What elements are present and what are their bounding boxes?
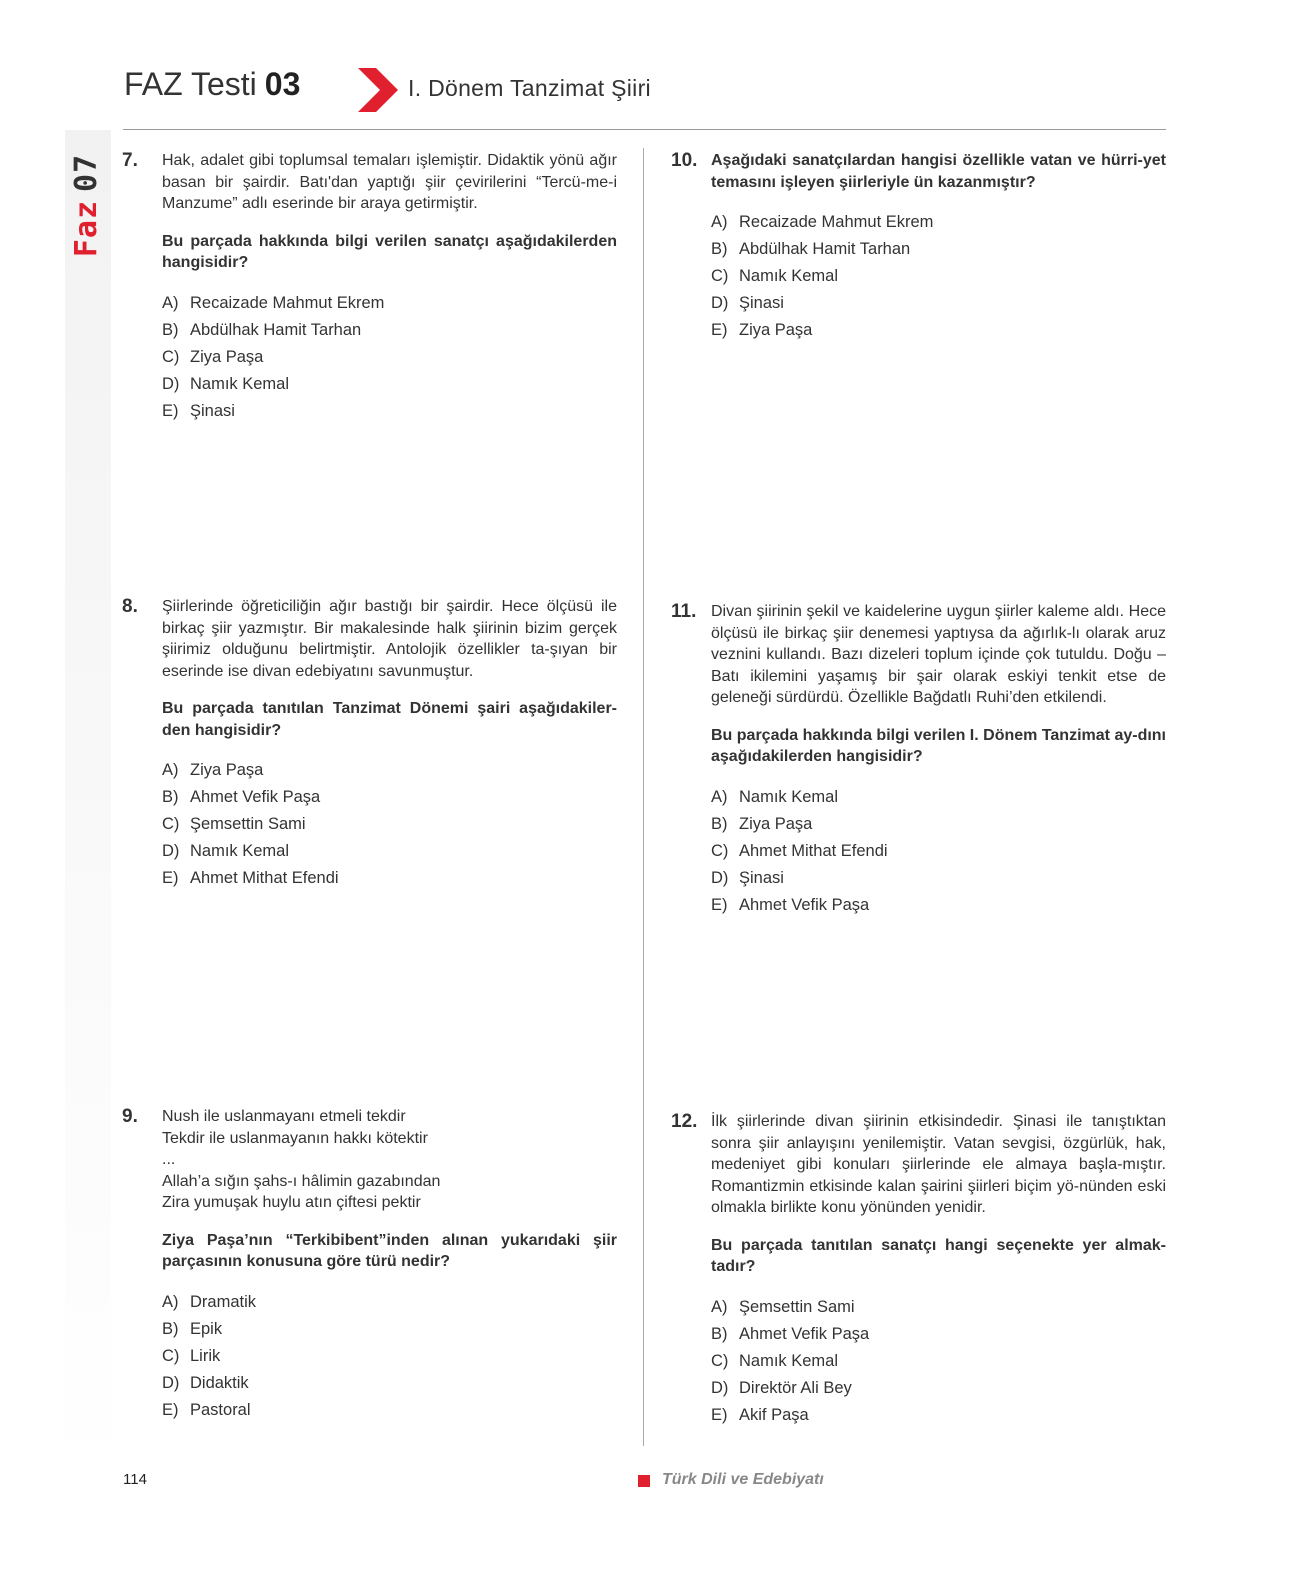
unit-tag-label: Faz [69,199,105,257]
poem-line: Nush ile uslanmayanı etmeli tekdir [162,1108,406,1125]
question-number: 8. [122,596,138,617]
question-prompt: Bu parçada tanıtılan Tanzimat Dönemi şairi aşağıdakiler-den hangisidir? [162,700,617,739]
question-stem: Hak, adalet gibi toplumsal temaları işlemiştir. Didaktik yönü ağır basan bir şairdir. Batı'dan yaptığı şiir çevirilerini “Tercü-me-i Manzume” adlı eserinde bir araya getirmiştir. [162,152,617,212]
answer-option-e[interactable]: E) Akif Paşa [711,1405,809,1424]
column-divider [643,148,644,1446]
answer-option-b[interactable]: B) Epik [162,1319,223,1338]
unit-tag [67,150,107,260]
question-stem: Şiirlerinde öğreticiliğin ağır bastığı bir şairdir. Hece ölçüsü ile birkaç şiir yazmıştır. Bir makalesinde halk şiirinin bizim gerçek şiirimiz olduğunu belirtmiştir. Antolojik özellikler ta-şıyan bir eserinde ise divan edebiyatını savunmuştur. [162,598,617,680]
answer-option-b[interactable]: B) Ahmet Vefik Paşa [711,1324,870,1343]
answer-option-c[interactable]: C) Ahmet Mithat Efendi [711,841,888,860]
answer-option-d[interactable]: D) Direktör Ali Bey [711,1378,852,1397]
answer-option-a[interactable]: A) Dramatik [162,1292,257,1311]
poem-excerpt [162,1106,617,1214]
answer-option-d[interactable]: D) Şinasi [711,294,784,312]
question-8 [122,596,617,892]
answer-option-a[interactable]: A) Ziya Paşa [162,761,264,779]
answer-option-b[interactable]: B) Ziya Paşa [711,814,813,833]
answer-options [711,784,1166,919]
answer-options [162,1289,617,1424]
question-number: 11. [671,601,697,622]
question-prompt: Bu parçada tanıtılan sanatçı hangi seçenekte yer almak-tadır? [711,1236,1166,1275]
question-number: 12. [671,1111,698,1132]
test-title [124,66,300,103]
test-title-text: FAZ Testi [124,66,257,102]
poem-line: Allah’a sığın şahs-ı hâlimin gazabından [162,1172,441,1190]
poem-line: Zira yumuşak huylu atın çiftesi pektir [162,1194,421,1211]
question-number: 7. [122,150,138,171]
answer-option-c[interactable]: C) Namık Kemal [711,267,839,285]
answer-option-b[interactable]: B) Abdülhak Hamit Tarhan [162,320,362,339]
book-title: Türk Dili ve Edebiyatı [662,1471,824,1488]
page-number: 114 [123,1471,147,1488]
answer-option-b[interactable]: B) Ahmet Vefik Paşa [162,788,321,806]
answer-option-e[interactable]: E) Pastoral [162,1400,251,1419]
answer-options [711,1294,1166,1429]
question-7 [122,150,617,425]
answer-options [162,757,617,892]
question-prompt: Ziya Paşa’nın “Terkibibent”inden alınan yukarıdaki şiir parçasının konusuna göre türü nedir? [162,1231,617,1270]
test-number: 03 [264,66,301,102]
chevron-right-icon [358,68,400,112]
question-prompt: Bu parçada hakkında bilgi verilen I. Dönem Tanzimat ay-dını aşağıdakilerden hangisidir? [711,726,1166,765]
header-divider [123,129,1166,130]
answer-option-e[interactable]: E) Ahmet Mithat Efendi [162,869,339,887]
question-9 [122,1106,617,1424]
answer-option-b[interactable]: B) Abdülhak Hamit Tarhan [711,240,911,258]
answer-option-c[interactable]: C) Lirik [162,1346,221,1365]
answer-option-a[interactable]: A) Şemsettin Sami [711,1297,855,1316]
answer-option-a[interactable]: A) Recaizade Mahmut Ekrem [711,213,934,231]
answer-option-e[interactable]: E) Ahmet Vefik Paşa [711,895,870,914]
poem-line: ... [162,1151,176,1168]
square-icon [638,1475,650,1487]
side-strip [65,130,111,1485]
poem-line: Tekdir ile uslanmayanın hakkı kötektir [162,1129,428,1147]
answer-option-d[interactable]: D) Namık Kemal [162,374,290,393]
answer-option-e[interactable]: E) Şinasi [162,401,235,420]
question-stem: İlk şiirlerinde divan şiirinin etkisindedir. Şinasi ile tanıştıktan sonra şiir anlayışını yenilemiştir. Vatan sevgisi, özgürlük, hak, medeniyet gibi konuları şiirlerinde ele almaya başla-mıştır. Romantizmin etkisinde kalan şairini şiirleri biçim yö-nünden eski olmakla birlikte konu yönünden yenidir. [711,1113,1166,1216]
answer-option-a[interactable]: A) Recaizade Mahmut Ekrem [162,293,385,312]
answer-options [711,209,1166,344]
question-number: 9. [122,1106,138,1127]
question-10 [671,150,1166,344]
answer-option-c[interactable]: C) Namık Kemal [711,1351,839,1370]
answer-option-e[interactable]: E) Ziya Paşa [711,321,813,339]
answer-option-d[interactable]: D) Şinasi [711,868,784,887]
question-prompt: Bu parçada hakkında bilgi verilen sanatçı aşağıdakilerden hangisidir? [162,232,617,271]
answer-options [162,290,617,425]
question-12 [671,1111,1166,1429]
question-number: 10. [671,150,698,171]
answer-option-d[interactable]: D) Namık Kemal [162,842,290,860]
question-prompt: Aşağıdaki sanatçılardan hangisi özellikle vatan ve hürri-yet temasını işleyen şiirleriyle ün kazanmıştır? [711,152,1166,191]
unit-tag-number: 07 [69,153,105,192]
answer-option-a[interactable]: A) Namık Kemal [711,787,839,806]
answer-option-c[interactable]: C) Şemsettin Sami [162,815,306,833]
question-stem: Divan şiirinin şekil ve kaidelerine uygun şiirler kaleme aldı. Hece ölçüsü ile birkaç şiir denemesi yaptıysa da ağırlık-lı olarak aruz veznini kullandı. Bazı dizeleri toplum içinde çok tutuldu. Doğu – Batı ikilemini yaşamış bir şair olarak eskiyi tenkit etse de geleneği sürdürdü. Özellikle Bağdatlı Ruhi’den etkilendi. [711,603,1166,706]
question-11 [671,601,1166,919]
answer-option-d[interactable]: D) Didaktik [162,1373,249,1392]
answer-option-c[interactable]: C) Ziya Paşa [162,347,264,366]
section-title: I. Dönem Tanzimat Şiiri [408,75,651,101]
